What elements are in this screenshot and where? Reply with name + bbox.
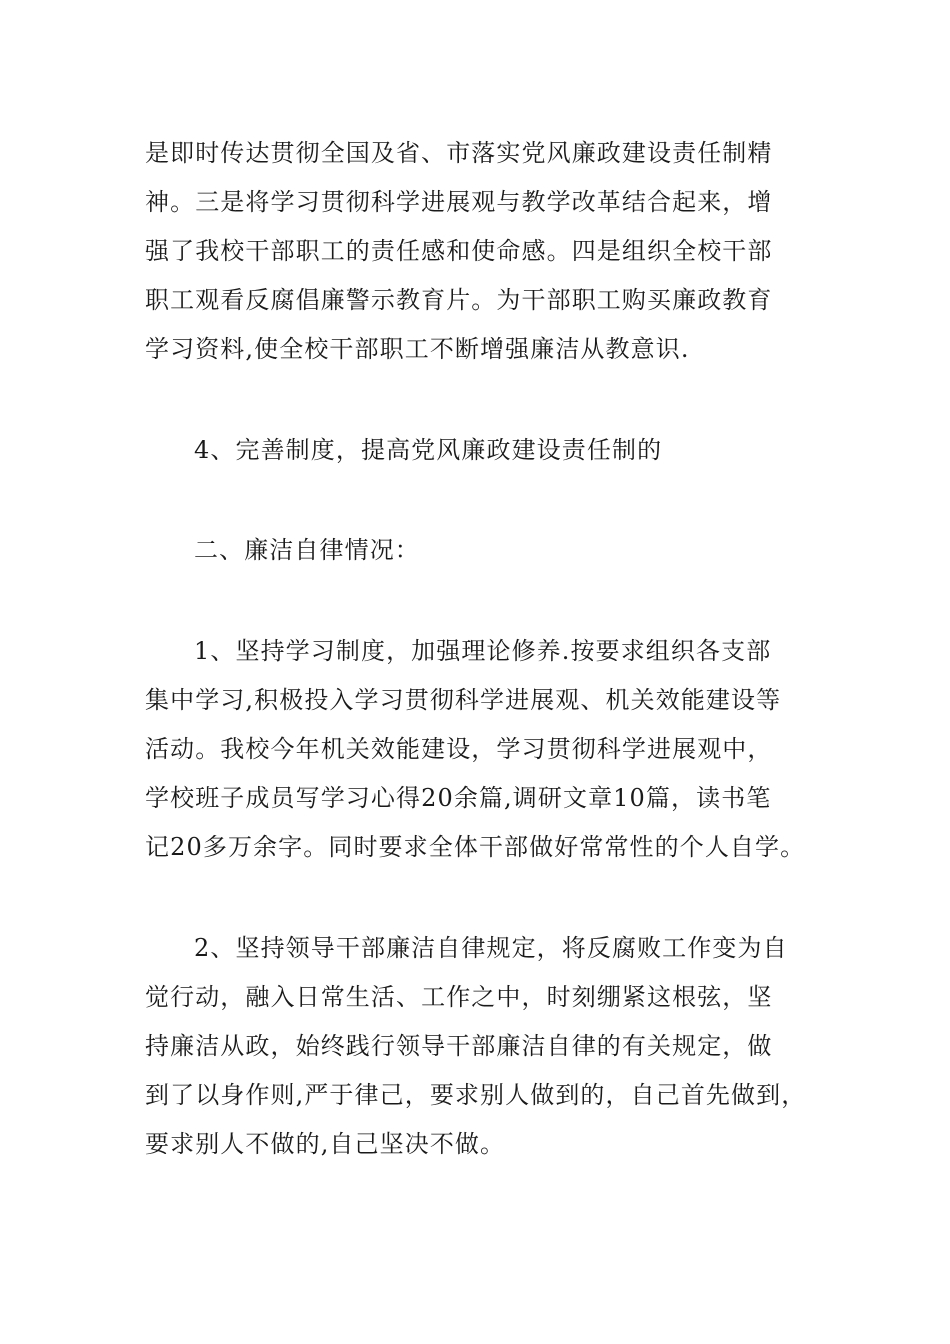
text-line: 学习资料,使全校干部职工不断增强廉洁从教意识. xyxy=(145,335,690,363)
text-line: 持廉洁从政，始终践行领导干部廉洁自律的有关规定，做 xyxy=(145,1032,773,1060)
text-line: 强了我校干部职工的责任感和使命感。四是组织全校干部 xyxy=(145,237,773,265)
text-line: 集中学习,积极投入学习贯彻科学进展观、机关效能建设等 xyxy=(145,686,782,714)
text-line: 到了以身作则,严于律己，要求别人做到的，自己首先做到， xyxy=(145,1081,807,1109)
text-line: 记20多万余字。同时要求全体干部做好常常性的个人自学。 xyxy=(145,833,806,861)
section-heading: 二、廉洁自律情况： xyxy=(194,536,420,564)
text-line: 活动。我校今年机关效能建设，学习贯彻科学进展观中， xyxy=(145,735,773,763)
text-line: 要求别人不做的,自己坚决不做。 xyxy=(145,1130,506,1158)
text-line: 觉行动，融入日常生活、工作之中，时刻绷紧这根弦，坚 xyxy=(145,983,773,1011)
text-line: 神。三是将学习贯彻科学进展观与教学改革结合起来，增 xyxy=(145,188,773,216)
section-heading: 4、完善制度，提高党风廉政建设责任制的 xyxy=(194,436,663,464)
text-line: 学校班子成员写学习心得20余篇,调研文章10篇，读书笔 xyxy=(145,784,772,812)
text-line: 职工观看反腐倡廉警示教育片。为干部职工购买廉政教育 xyxy=(145,286,773,314)
paragraph-first-line: 2、坚持领导干部廉洁自律规定，将反腐败工作变为自 xyxy=(194,934,788,962)
paragraph-first-line: 1、坚持学习制度，加强理论修养.按要求组织各支部 xyxy=(194,637,772,665)
text-line: 是即时传达贯彻全国及省、市落实党风廉政建设责任制精 xyxy=(145,139,773,167)
